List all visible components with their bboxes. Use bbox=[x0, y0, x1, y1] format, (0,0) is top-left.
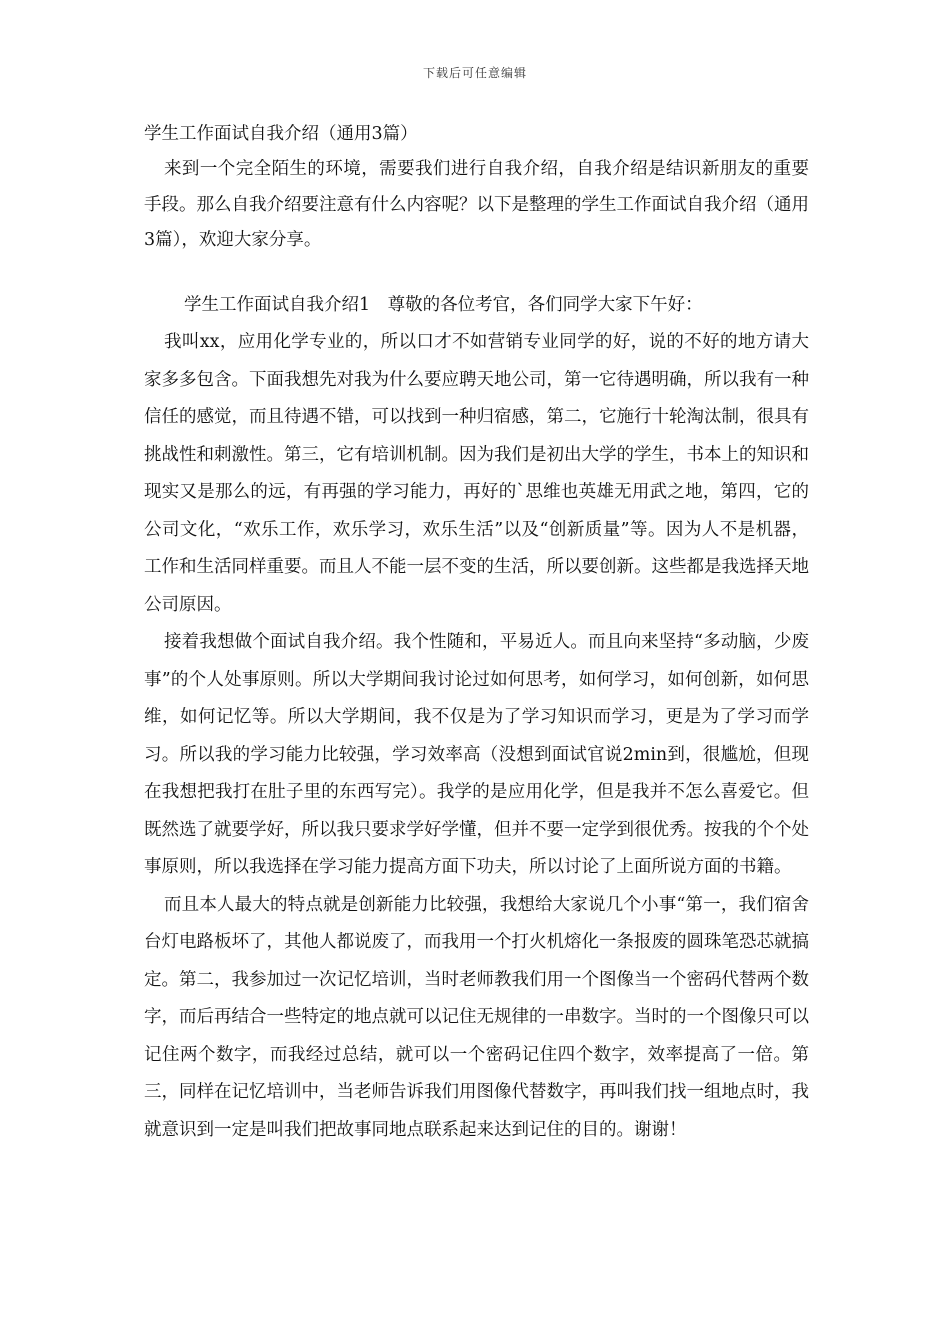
document-title: 学生工作面试自我介绍（通用3篇） bbox=[144, 124, 418, 144]
header-note: 下载后可任意编辑 bbox=[422, 66, 527, 80]
body-paragraph: 接着我想做个面试自我介绍。我个性随和，平易近人。而且向来坚持“多动脑，少废事”的个人处事原则。所以大学期间我讨论过如何思考，如何学习，如何创新，如何思维，如何记忆等。所以大学期间，我不仅是为了学习知识而学习，更是为了学习而学习。所以我的学习能力比较强，学习效率高（没想到面试官说2min到，很尴尬，但现在我想把我打在肚子里的东西写完）。我学的是应用化学，但是我并不怎么喜爱它。但既然选了就要学好，所以我只要求学好学懂，但并不要一定学到很优秀。按我的个个处事原则，所以我选择在学习能力提高方面下功夫，所以讨论了上面所说方面的书籍。 bbox=[144, 632, 809, 877]
body-paragraph: 我叫xx，应用化学专业的，所以口才不如营销专业同学的好，说的不好的地方请大家多多包含。下面我想先对我为什么要应聘天地公司，第一它待遇明确，所以我有一种信任的感觉，而且待遇不错，可以找到一种归宿感，第二，它施行十轮淘汰制，很具有挑战性和刺激性。第三，它有培训机制。因为我们是初出大学的学生，书本上的知识和现实又是那么的远，有再强的学习能力，再好的`思维也英雄无用武之地，第四，它的公司文化，“欢乐工作，欢乐学习，欢乐生活”以及“创新质量”等。因为人不是机器，工作和生活同样重要。而且人不能一层不变的生活，所以要创新。这些都是我选择天地公司原因。 bbox=[144, 332, 809, 615]
document-body bbox=[144, 117, 809, 1149]
intro-paragraph: 来到一个完全陌生的环境，需要我们进行自我介绍，自我介绍是结识新朋友的重要手段。那么自我介绍要注意有什么内容呢？以下是整理的学生工作面试自我介绍（通用3篇），欢迎大家分享。 bbox=[144, 159, 809, 250]
body-paragraph: 而且本人最大的特点就是创新能力比较强，我想给大家说几个小事“第一，我们宿舍台灯电路板坏了，其他人都说废了，而我用一个打火机熔化一条报废的圆珠笔恐芯就搞定。第二，我参加过一次记忆培训，当时老师教我们用一个图像当一个密码代替两个数字，而后再结合一些特定的地点就可以记住无规律的一串数字。当时的一个图像只可以记住两个数字，而我经过总结，就可以一个密码记住四个数字，效率提高了一倍。第三，同样在记忆培训中，当老师告诉我们用图像代替数字，再叫我们找一组地点时，我就意识到一定是叫我们把故事同地点联系起来达到记住的目的。谢谢！ bbox=[144, 894, 809, 1140]
section-heading: 学生工作面试自我介绍1 尊敬的各位考官，各们同学大家下午好： bbox=[184, 294, 703, 315]
